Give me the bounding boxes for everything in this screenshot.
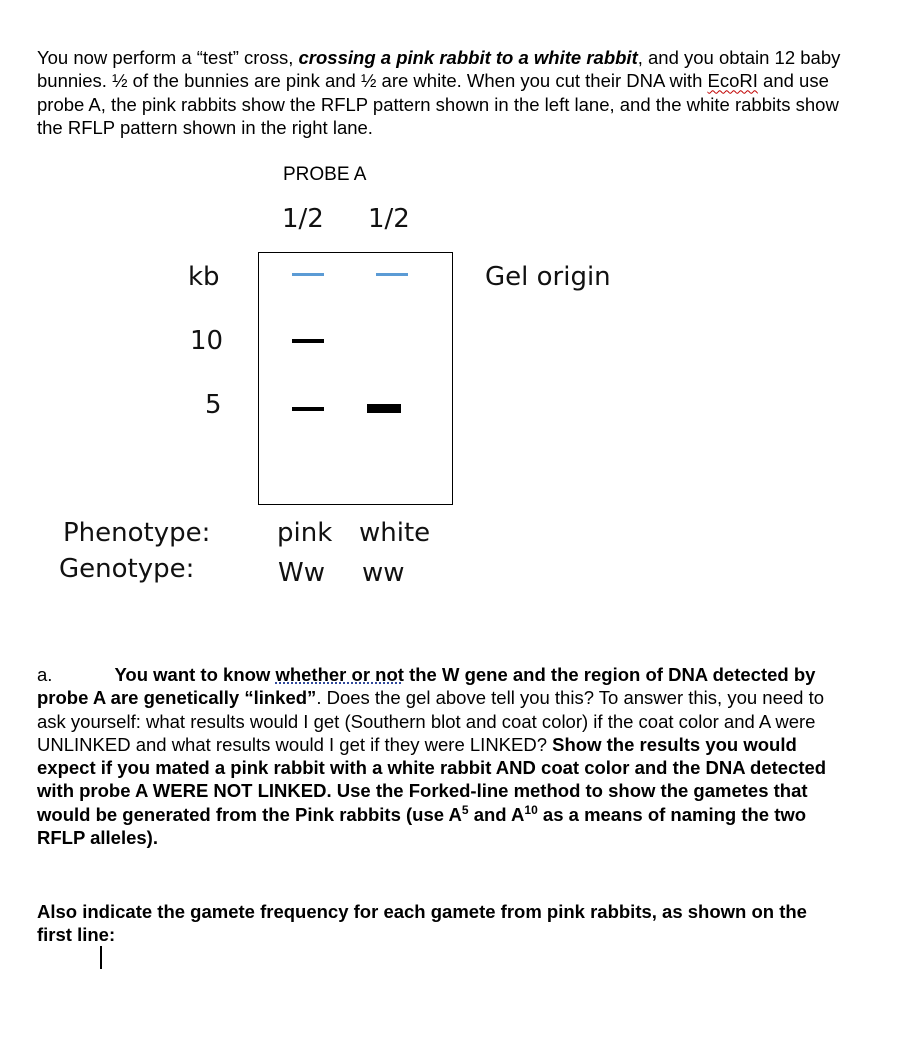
question-a-bold-2: the W gene and the region of DNA detected by probe A are genetically “linked” bbox=[37, 664, 816, 709]
size-marker-5: 5 bbox=[205, 390, 222, 420]
intro-text-3: and use probe A, the pink rabbits show the RFLP pattern shown in the left lane, and the white rabbits show the RFLP pattern shown in the right lane. bbox=[37, 70, 839, 138]
question-a-bold-1: You want to know bbox=[114, 664, 276, 685]
intro-text-2: , and you obtain 12 baby bunnies. ½ of the bunnies are pink and ½ are white. When you cut their DNA with bbox=[37, 47, 841, 92]
allele-sup-5: 5 bbox=[461, 802, 469, 817]
intro-paragraph bbox=[37, 46, 847, 139]
lane1-fraction: 1/2 bbox=[282, 204, 324, 234]
allele-sup-10: 10 bbox=[524, 802, 538, 817]
question-a-dotted: whether or not bbox=[275, 664, 404, 685]
gamete-frequency-text: Also indicate the gamete frequency for each gamete from pink rabbits, as shown on the first line: bbox=[37, 901, 807, 946]
lane2-fraction: 1/2 bbox=[368, 204, 410, 234]
question-a bbox=[37, 663, 847, 849]
lane1-band-5kb bbox=[292, 407, 324, 411]
intro-text-1: You now perform a “test” cross, bbox=[37, 47, 299, 68]
text-cursor[interactable] bbox=[100, 946, 102, 969]
kb-label: kb bbox=[188, 262, 220, 292]
question-a-bold-5: as a means of naming the two RFLP alleles). bbox=[37, 803, 807, 849]
phenotype-label: Phenotype: bbox=[63, 518, 211, 548]
question-a-text: . Does the gel above tell you this? To answer this, you need to ask yourself: what results would I get (Southern blot and coat color) if the coat color and A were UNLINKED and what results would I get if they were LINKED? bbox=[37, 687, 825, 755]
lane1-phenotype: pink bbox=[277, 518, 333, 548]
lane1-genotype: Ww bbox=[278, 558, 325, 588]
question-letter: a. bbox=[37, 664, 53, 685]
lane2-phenotype: white bbox=[359, 518, 431, 548]
question-a-bold-4: and A bbox=[468, 803, 525, 825]
lane2-well bbox=[376, 273, 408, 276]
question-a-bold-3: Show the results you would expect if you mated a pink rabbit with a white rabbit AND coat color and the DNA detected with probe A WERE NOT LINKED. Use the Forked-line method to show the gametes that would be generated from the Pink rabbits (use A bbox=[37, 733, 827, 825]
probe-label: PROBE A bbox=[283, 164, 367, 185]
lane2-genotype: ww bbox=[362, 558, 405, 588]
intro-bold-cross: crossing a pink rabbit to a white rabbit bbox=[298, 47, 638, 68]
size-marker-10: 10 bbox=[190, 326, 224, 356]
lane2-band-5kb bbox=[367, 404, 401, 413]
lane1-band-10kb bbox=[292, 339, 324, 343]
enzyme-name: EcoRI bbox=[707, 70, 758, 92]
gamete-frequency-instruction bbox=[37, 900, 847, 947]
genotype-label: Genotype: bbox=[59, 554, 195, 584]
lane1-well bbox=[292, 273, 324, 276]
gel-box bbox=[258, 252, 453, 505]
gel-origin-label: Gel origin bbox=[485, 262, 611, 292]
